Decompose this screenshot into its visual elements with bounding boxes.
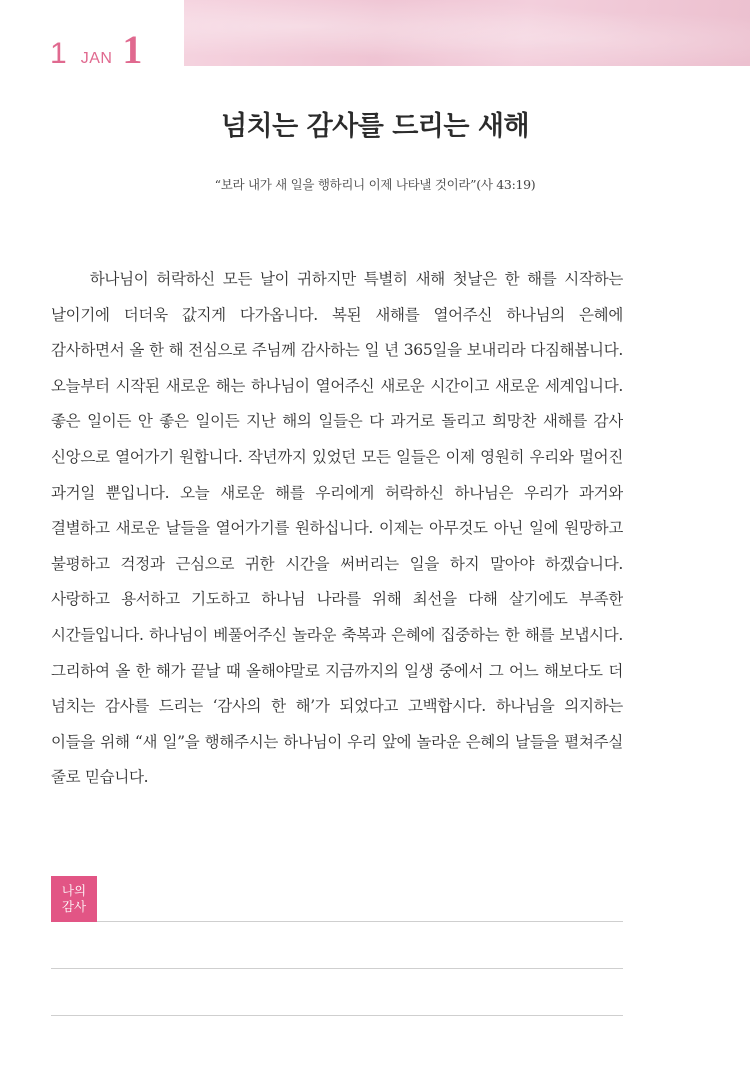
writing-line (51, 1015, 623, 1016)
writing-line (97, 921, 623, 922)
page-title: 넘치는 감사를 드리는 새해 (220, 111, 530, 142)
date-header (50, 26, 142, 70)
header-banner (184, 0, 750, 66)
my-thanks-badge: 나의 감사 (51, 876, 97, 922)
devotional-body: 하나님이 허락하신 모든 날이 귀하지만 특별히 새해 첫날은 한 해를 시작하는 날이기에 더더욱 값지게 다가옵니다. 복된 새해를 열어주신 하나님의 은혜에 감사하면서 올 한 해 전심으로 주님께 감사하는 일 년 365일을 보내리라 다짐해봅니다. 오늘부터 시작된 새로운 해는 하나님이 열어주신 새로운 시간이고 새로운 세계입니다. 좋은 일이든 안 좋은 일이든 지난 해의 일들은 다 과거로 돌리고 희망찬 새해를 감사 신앙으로 열어가기 원합니다. 작년까지 있었던 모든 일들은 이제 영원히 우리와 멀어진 과거일 뿐입니다. 오늘 새로운 해를 우리에게 허락하신 하나님은 우리가 과거와 결별하고 새로운 날들을 열어가기를 원하십니다. 이제는 아무것도 아닌 일에 원망하고 불평하고 걱정과 근심으로 귀한 시간을 써버리는 일을 하지 말아야 하겠습니다. 사랑하고 용서하고 기도하고 하나님 나라를 위해 최선을 다해 살기에도 부족한 시간들입니다. 하나님이 베풀어주신 놀라운 축복과 은혜에 집중하는 한 해를 보냅시다. 그리하여 올 한 해가 끝날 때 올해야말로 지금까지의 일생 중에서 그 어느 해보다도 더 넘치는 감사를 드리는 ‘감사의 한 해’가 되었다고 고백합시다. 하나님을 의지하는 이들을 위해 “새 일”을 행해주시는 하나님이 우리 앞에 놀라운 은혜의 날들을 펼쳐주실 줄로 믿습니다. (51, 270, 623, 787)
writing-line (51, 968, 623, 969)
scripture-verse: “보라 내가 새 일을 행하리니 이제 나타낼 것이라”(사 43:19) (214, 177, 536, 192)
month-name: JAN (80, 50, 113, 67)
day-number: 1 (122, 27, 143, 72)
month-number: 1 (50, 37, 67, 70)
